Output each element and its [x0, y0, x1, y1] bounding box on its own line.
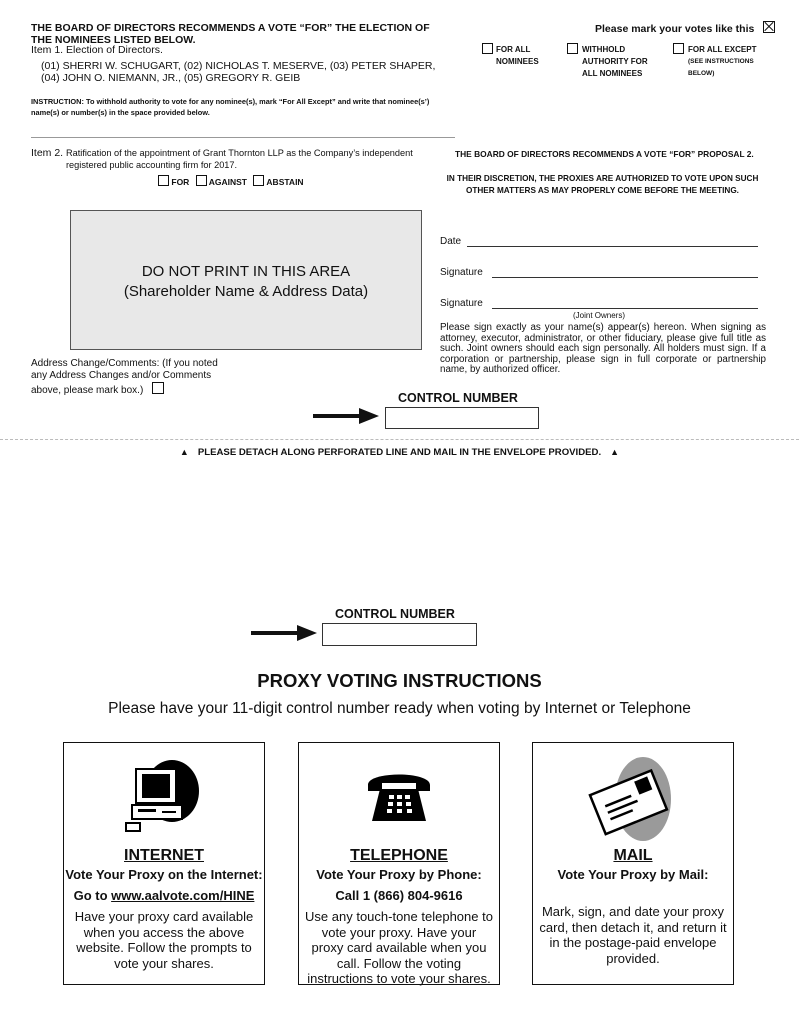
- nominees-line-1: (01) SHERRI W. SCHUGART, (02) NICHOLAS T. MESERVE, (03) PETER SHAPER,: [41, 60, 436, 72]
- control-number-label-bottom: CONTROL NUMBER: [335, 607, 455, 621]
- internet-method-card: [63, 742, 265, 985]
- item2-abstain-label: ABSTAIN: [266, 177, 304, 187]
- option-label: NOMINEES: [496, 57, 539, 66]
- checkbox-item2-against[interactable]: [196, 175, 207, 186]
- address-change-line-3: above, please mark box.): [31, 385, 144, 396]
- item1-label: Item 1. Election of Directors.: [31, 44, 163, 56]
- item2-against-label: AGAINST: [208, 177, 247, 187]
- item2-text-line-2: registered public accounting firm for 2017.: [66, 159, 238, 170]
- nominees-line-2: (04) JOHN O. NIEMANN, JR., (05) GREGORY R. GEIB: [41, 72, 301, 84]
- arrow-right-icon: [313, 408, 379, 424]
- mail-envelope-icon: [585, 755, 681, 843]
- internet-title: INTERNET: [124, 847, 204, 864]
- telephone-icon: [364, 763, 434, 833]
- triangle-up-icon: ▲: [179, 447, 189, 457]
- nominees-list: [41, 60, 435, 84]
- board-recommendation-item1: [31, 22, 430, 46]
- discretion-notice: [440, 173, 765, 197]
- goto-prefix: Go to: [73, 888, 112, 903]
- date-field[interactable]: [440, 236, 461, 247]
- mail-subtitle: Vote Your Proxy by Mail:: [557, 867, 709, 882]
- proposal2-recommendation: THE BOARD OF DIRECTORS RECOMMENDS A VOTE “FOR” PROPOSAL 2.: [455, 149, 754, 159]
- detach-instruction: [0, 447, 799, 458]
- option-label: WITHHOLD: [582, 45, 626, 54]
- address-change-note: [31, 358, 218, 397]
- option-for-all[interactable]: [482, 43, 539, 66]
- recommend-line-2: THE NOMINEES LISTED BELOW.: [31, 34, 196, 46]
- telephone-method-card: [298, 742, 500, 985]
- x-mark-example-icon: [763, 21, 775, 33]
- do-not-print-line-2: (Shareholder Name & Address Data): [123, 283, 369, 300]
- option-label: (SEE INSTRUCTIONS: [688, 58, 754, 65]
- control-number-box-bottom[interactable]: [322, 623, 477, 646]
- checkbox-address-change[interactable]: [152, 382, 164, 394]
- telephone-title: TELEPHONE: [350, 847, 448, 864]
- signing-instructions: Please sign exactly as your name(s) appear(s) hereon. When signing as attorney, executor, administrator, or other fiduciary, please give full title as such. Joint owners should each sign personally. All holders must sign. If a corporation or partnership, please sign in full corporate or partnership name, by authorized officer.: [440, 322, 766, 375]
- signature-joint-line[interactable]: [492, 308, 758, 309]
- mark-votes-text: Please mark your votes like this: [595, 23, 755, 35]
- control-number-label: CONTROL NUMBER: [398, 391, 518, 405]
- detach-text: PLEASE DETACH ALONG PERFORATED LINE AND MAIL IN THE ENVELOPE PROVIDED.: [197, 447, 602, 458]
- telephone-subtitle: Vote Your Proxy by Phone:: [316, 867, 482, 882]
- mail-title: MAIL: [613, 847, 653, 864]
- date-line[interactable]: [467, 246, 758, 247]
- option-label: AUTHORITY FOR: [582, 57, 648, 66]
- do-not-print-line-1: DO NOT PRINT IN THIS AREA: [141, 263, 351, 280]
- date-label: Date: [440, 236, 462, 247]
- item2-text-line-1: Ratification of the appointment of Grant Thornton LLP as the Company’s independent: [66, 148, 413, 158]
- voting-website-link[interactable]: www.aalvote.com/HINE: [111, 888, 255, 903]
- telephone-description: Use any touch-tone telephone to vote your proxy. Have your proxy card available when you call. Follow the voting instructions to vote your shares.: [305, 909, 493, 986]
- discretion-line-2: OTHER MATTERS AS MAY PROPERLY COME BEFORE THE MEETING.: [466, 186, 739, 195]
- signature-joint-label: Signature: [440, 298, 483, 309]
- signature-joint-field[interactable]: [440, 298, 483, 309]
- address-change-line-1: Address Change/Comments: (If you noted: [31, 358, 218, 369]
- discretion-line-1: IN THEIR DISCRETION, THE PROXIES ARE AUTHORIZED TO VOTE UPON SUCH: [446, 174, 759, 183]
- mail-method-card: [532, 742, 734, 985]
- joint-owners-caption: (Joint Owners): [573, 311, 626, 320]
- internet-description: Have your proxy card available when you access the above website. Follow the prompts to vote your shares.: [74, 909, 254, 971]
- item2-for-label: FOR: [171, 177, 190, 187]
- checkbox-for-all-except[interactable]: [673, 43, 684, 54]
- perforated-line: [0, 439, 799, 440]
- control-number-box[interactable]: [385, 407, 539, 429]
- signature-line[interactable]: [492, 277, 758, 278]
- option-label: ALL NOMINEES: [582, 69, 643, 78]
- mark-votes-example: [595, 21, 775, 35]
- checkbox-for-all[interactable]: [482, 43, 493, 54]
- proxy-voting-subtitle: Please have your 11-digit control number ready when voting by Internet or Telephone: [108, 700, 691, 717]
- withhold-instruction: [31, 96, 429, 118]
- nominee-write-in-line[interactable]: [31, 137, 455, 138]
- instruction-line-1: INSTRUCTION: To withhold authority to vote for any nominee(s), mark “For All Except” and write that nominee(s’): [31, 97, 430, 106]
- do-not-print-area: [70, 210, 422, 350]
- telephone-number: Call 1 (866) 804-9616: [335, 888, 463, 903]
- checkbox-withhold[interactable]: [567, 43, 578, 54]
- option-label: FOR ALL: [496, 45, 531, 54]
- signature-label: Signature: [440, 267, 483, 278]
- checkbox-item2-for[interactable]: [158, 175, 169, 186]
- option-label: FOR ALL EXCEPT: [688, 45, 757, 54]
- computer-icon: [122, 755, 206, 835]
- option-withhold-all[interactable]: [567, 43, 648, 78]
- item2-options: [158, 175, 304, 187]
- arrow-right-icon: [251, 625, 317, 641]
- internet-subtitle: Vote Your Proxy on the Internet:: [65, 867, 263, 882]
- checkbox-item2-abstain[interactable]: [253, 175, 264, 186]
- internet-goto: [64, 888, 264, 903]
- mail-description: Mark, sign, and date your proxy card, then detach it, and return it in the postage-paid envelope provided.: [539, 904, 727, 966]
- item2-text: [66, 148, 413, 171]
- recommend-line-1: THE BOARD OF DIRECTORS RECOMMENDS A VOTE “FOR” THE ELECTION OF: [31, 22, 430, 34]
- signature-field[interactable]: [440, 267, 483, 278]
- option-label: BELOW): [688, 70, 715, 77]
- item2-label: Item 2.: [31, 147, 64, 159]
- proxy-voting-title: PROXY VOTING INSTRUCTIONS: [257, 670, 542, 691]
- triangle-up-icon: ▲: [610, 447, 620, 457]
- instruction-line-2: name(s) or number(s) in the space provided below.: [31, 108, 210, 117]
- address-change-line-2: any Address Changes and/or Comments: [31, 370, 212, 381]
- option-for-all-except[interactable]: [673, 43, 757, 77]
